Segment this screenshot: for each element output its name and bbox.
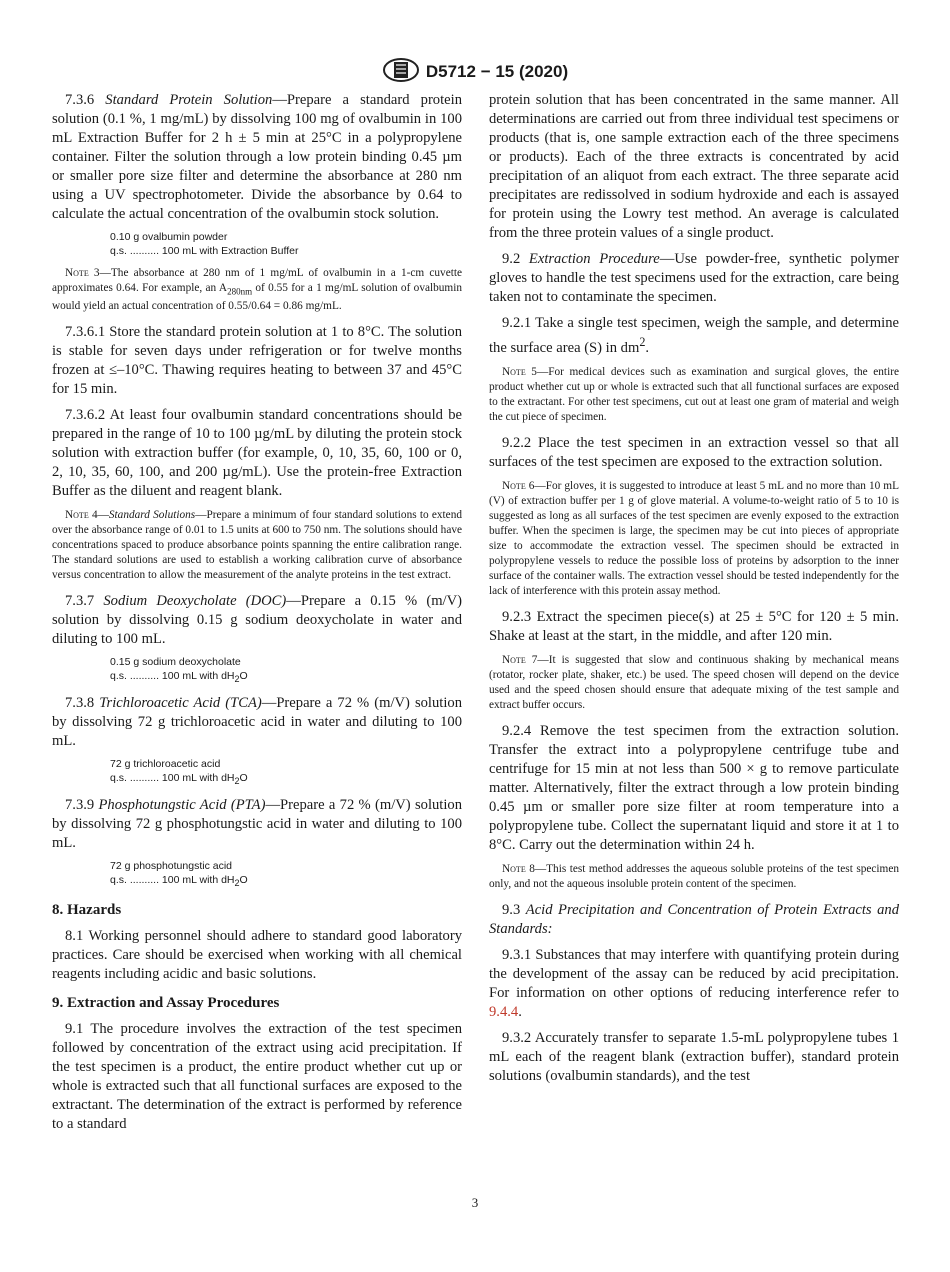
recipe-ovalbumin: 0.10 g ovalbumin powder q.s. .......... 100 mL with Extraction Buffer [110,231,299,257]
paragraph-7-3-6-2: 7.3.6.2 At least four ovalbumin standard concentrations should be prepared in the range of 10 to 100 µg/mL by diluting the protein stock solution with extraction buffer (for example, 0, 10, 35, 60, 100 or 0, 2, 10, 35, 60, 100, and 200 µg/mL). Use the protein-free Extraction Buffer as the diluent and reagent blank. [52,407,462,500]
right-column [489,91,899,1093]
paragraph-9-3-2: 9.3.2 Accurately transfer to separate 1.5-mL polypropylene tubes 1 mL each of the reagent blank (extraction buffer), standard protein solutions (ovalbumin standards), and the test [489,1029,899,1084]
paragraph-9-2: 9.2 Extraction Procedure—Use powder-free, synthetic polymer gloves to handle the test specimens used for the extraction, care being taken not to contaminate the specimen. [489,251,899,305]
paragraph-7-3-9: 7.3.9 Phosphotungstic Acid (PTA)—Prepare a 72 % (m/V) solution by dissolving 72 g phosphotungstic acid in water and diluting to 100 mL. [52,797,462,852]
paragraph-9-3: 9.3 Acid Precipitation and Concentration of Protein Extracts and Standards: [489,901,899,937]
note-4: Note 4—Standard Solutions—Prepare a minimum of four standard solutions to extend over the absorbance range of 0.01 to 1.5 units at 600 to 750 nm. The solutions should have concentrations spaced to produce absorbance points spanning the entire calibration range. The standard solutions are used to establish a working calibration curve of absorbance versus concentration to allow the measurement of the analyte proteins in the test extract. [52,509,462,582]
page-header [0,57,950,88]
paragraph-8-1: 8.1 Working personnel should adhere to standard good laboratory practices. Care should be exercised when working with all chemical reagents including acidic and basic solutions. [52,927,462,982]
paragraph-9-3-1: 9.3.1 Substances that may interfere with quantifying protein during the development of the assay can be reduced by acid precipitation. For information on other options of reducing interference refer to 9.4.4. [489,946,899,1020]
note-3: Note 3—The absorbance at 280 nm of 1 mg/mL of ovalbumin in a 1-cm cuvette approximates 0.64. For example, an $A_{280nm}$ of 0.55 for a 1 mg/mL solution of ovalbumin would yield an actual concentration of 0.55/0.64 = 0.86 mg/mL. [52,267,462,313]
note-7: Note 7—It is suggested that slow and continuous shaking by mechanical means (rotator, rocker plate, shaker, etc.) be used. The speed chosen will depend on the device used and the speed chosen should ensure that adequate mixing of the test sample and extract buffer occurs. [489,653,899,711]
document-designation: D5712 − 15 (2020) [425,61,569,81]
left-column [52,91,462,1141]
paragraph-7-3-6: 7.3.6 Standard Protein Solution—Prepare a standard protein solution (0.1 %, 1 mg/mL) by dissolving 100 mg of ovalbumin in 100 mL Extraction Buffer for 2 h ± 5 min at 25°C in a polypropylene container. Filter the solution through a low protein binding 0.45 µm or smaller pore size filter and determine the absorbance at 280 nm using a UV spectrophotometer. Divide the absorbance by 0.64 to calculate the actual concentration of the ovalbumin stock solution. [52,92,462,222]
paragraph-9-2-3: 9.2.3 Extract the specimen piece(s) at 25 ± 5°C for 120 ± 5 min. Shake at least at the start, in the middle, and after 120 min. [489,608,899,644]
paragraph-7-3-6-1: 7.3.6.1 Store the standard protein solution at 1 to 8°C. The solution is stable for seven days under refrigeration or for twelve months frozen at ≤–10°C. Thawing requires heating to between 37 and 45°C for 15 min. [52,324,462,398]
note-6: Note 6—For gloves, it is suggested to introduce at least 5 mL and no more than 10 mL (V) of extraction buffer per 1 g of glove material. A volume-to-weight ratio of 5 to 10 is suggested as long as all surfaces of the test specimen are evenly exposed to the extraction buffer. When the specimen is large, the specimen may be cut into pieces of appropriate size to accommodate the extraction vessel. The specimen should be extracted in polypropylene vessels to reduce the possible loss of proteins by adsorption to the inner surface of the container walls. The extraction vessel should be tested independently for the lack of interference with this protein assay method. [489,479,899,597]
section-heading-hazards: 8. Hazards [52,901,122,918]
recipe-tca: 72 g trichloroacetic acid q.s. .......... 100 mL with $dH_2O$ [110,758,248,786]
page-number: 3 [471,1195,479,1210]
paragraph-9-1-continued: protein solution that has been concentrated in the same manner. All determinations are carried out from three individual test specimens or products (that is, one sample extraction each of the three specimens or products). Each of the three extracts is concentrated by acid precipitation of an aliquot from each extract. The three separate acid precipitates are redissolved in sodium hydroxide and each is assayed for protein using the Lowry test method. An average is calculated from the three protein values of a single product. [489,92,899,241]
paragraph-9-2-2: 9.2.2 Place the test specimen in an extraction vessel so that all surfaces of the test specimen are exposed to the extraction solution. [489,434,899,470]
paragraph-9-2-1: 9.2.1 Take a single test specimen, weigh the sample, and determine the surface area (S) in $dm^2$. [489,315,899,356]
link-9-4-4[interactable]: 9.4.4 [489,1003,519,1020]
section-heading-extraction: 9. Extraction and Assay Procedures [52,994,280,1011]
paragraph-7-3-8: 7.3.8 Trichloroacetic Acid (TCA)—Prepare a 72 % (m/V) solution by dissolving 72 g trichloroacetic acid in water and diluting to 100 mL. [52,695,462,750]
paragraph-7-3-7: 7.3.7 Sodium Deoxycholate (DOC)—Prepare a 0.15 % (m/V) solution by dissolving 0.15 g sodium deoxycholate in water and diluting to 100 mL. [52,593,462,648]
astm-logo-icon [382,57,420,88]
paragraph-9-2-4: 9.2.4 Remove the test specimen from the extraction solution. Transfer the extract into a polypropylene centrifuge tube and centrifuge for 15 min at not less than 500 × g to remove particulate matter. Alternatively, filter the extract through a low protein binding 0.45 µm or smaller pore size filter at room temperature into a polypropylene tube. Collect the supernatant liquid and store it at 1 to 8°C. Carry out the determination within 24 h. [489,722,899,853]
note-5: Note 5—For medical devices such as examination and surgical gloves, the entire product whether cut up or whole is extracted such that all functional surfaces are exposed to the extractant. For other test specimens, cut out at least one gram of material and weigh the cut piece of specimen. [489,365,899,423]
recipe-doc: 0.15 g sodium deoxycholate q.s. .......... 100 mL with $dH_2O$ [110,656,248,684]
note-8: Note 8—This test method addresses the aqueous soluble proteins of the test specimen only, and not the aqueous insoluble protein content of the specimen. [489,862,899,890]
paragraph-9-1: 9.1 The procedure involves the extraction of the test specimen followed by concentration of the extract using acid precipitation. If the test specimen is a product, the entire product whether cut up or whole is extracted such that all functional surfaces are exposed to the extractant. The determination of the extract is performed by reference to a standard [52,1020,462,1132]
recipe-pta: 72 g phosphotungstic acid q.s. .......... 100 mL with $dH_2O$ [110,860,248,889]
